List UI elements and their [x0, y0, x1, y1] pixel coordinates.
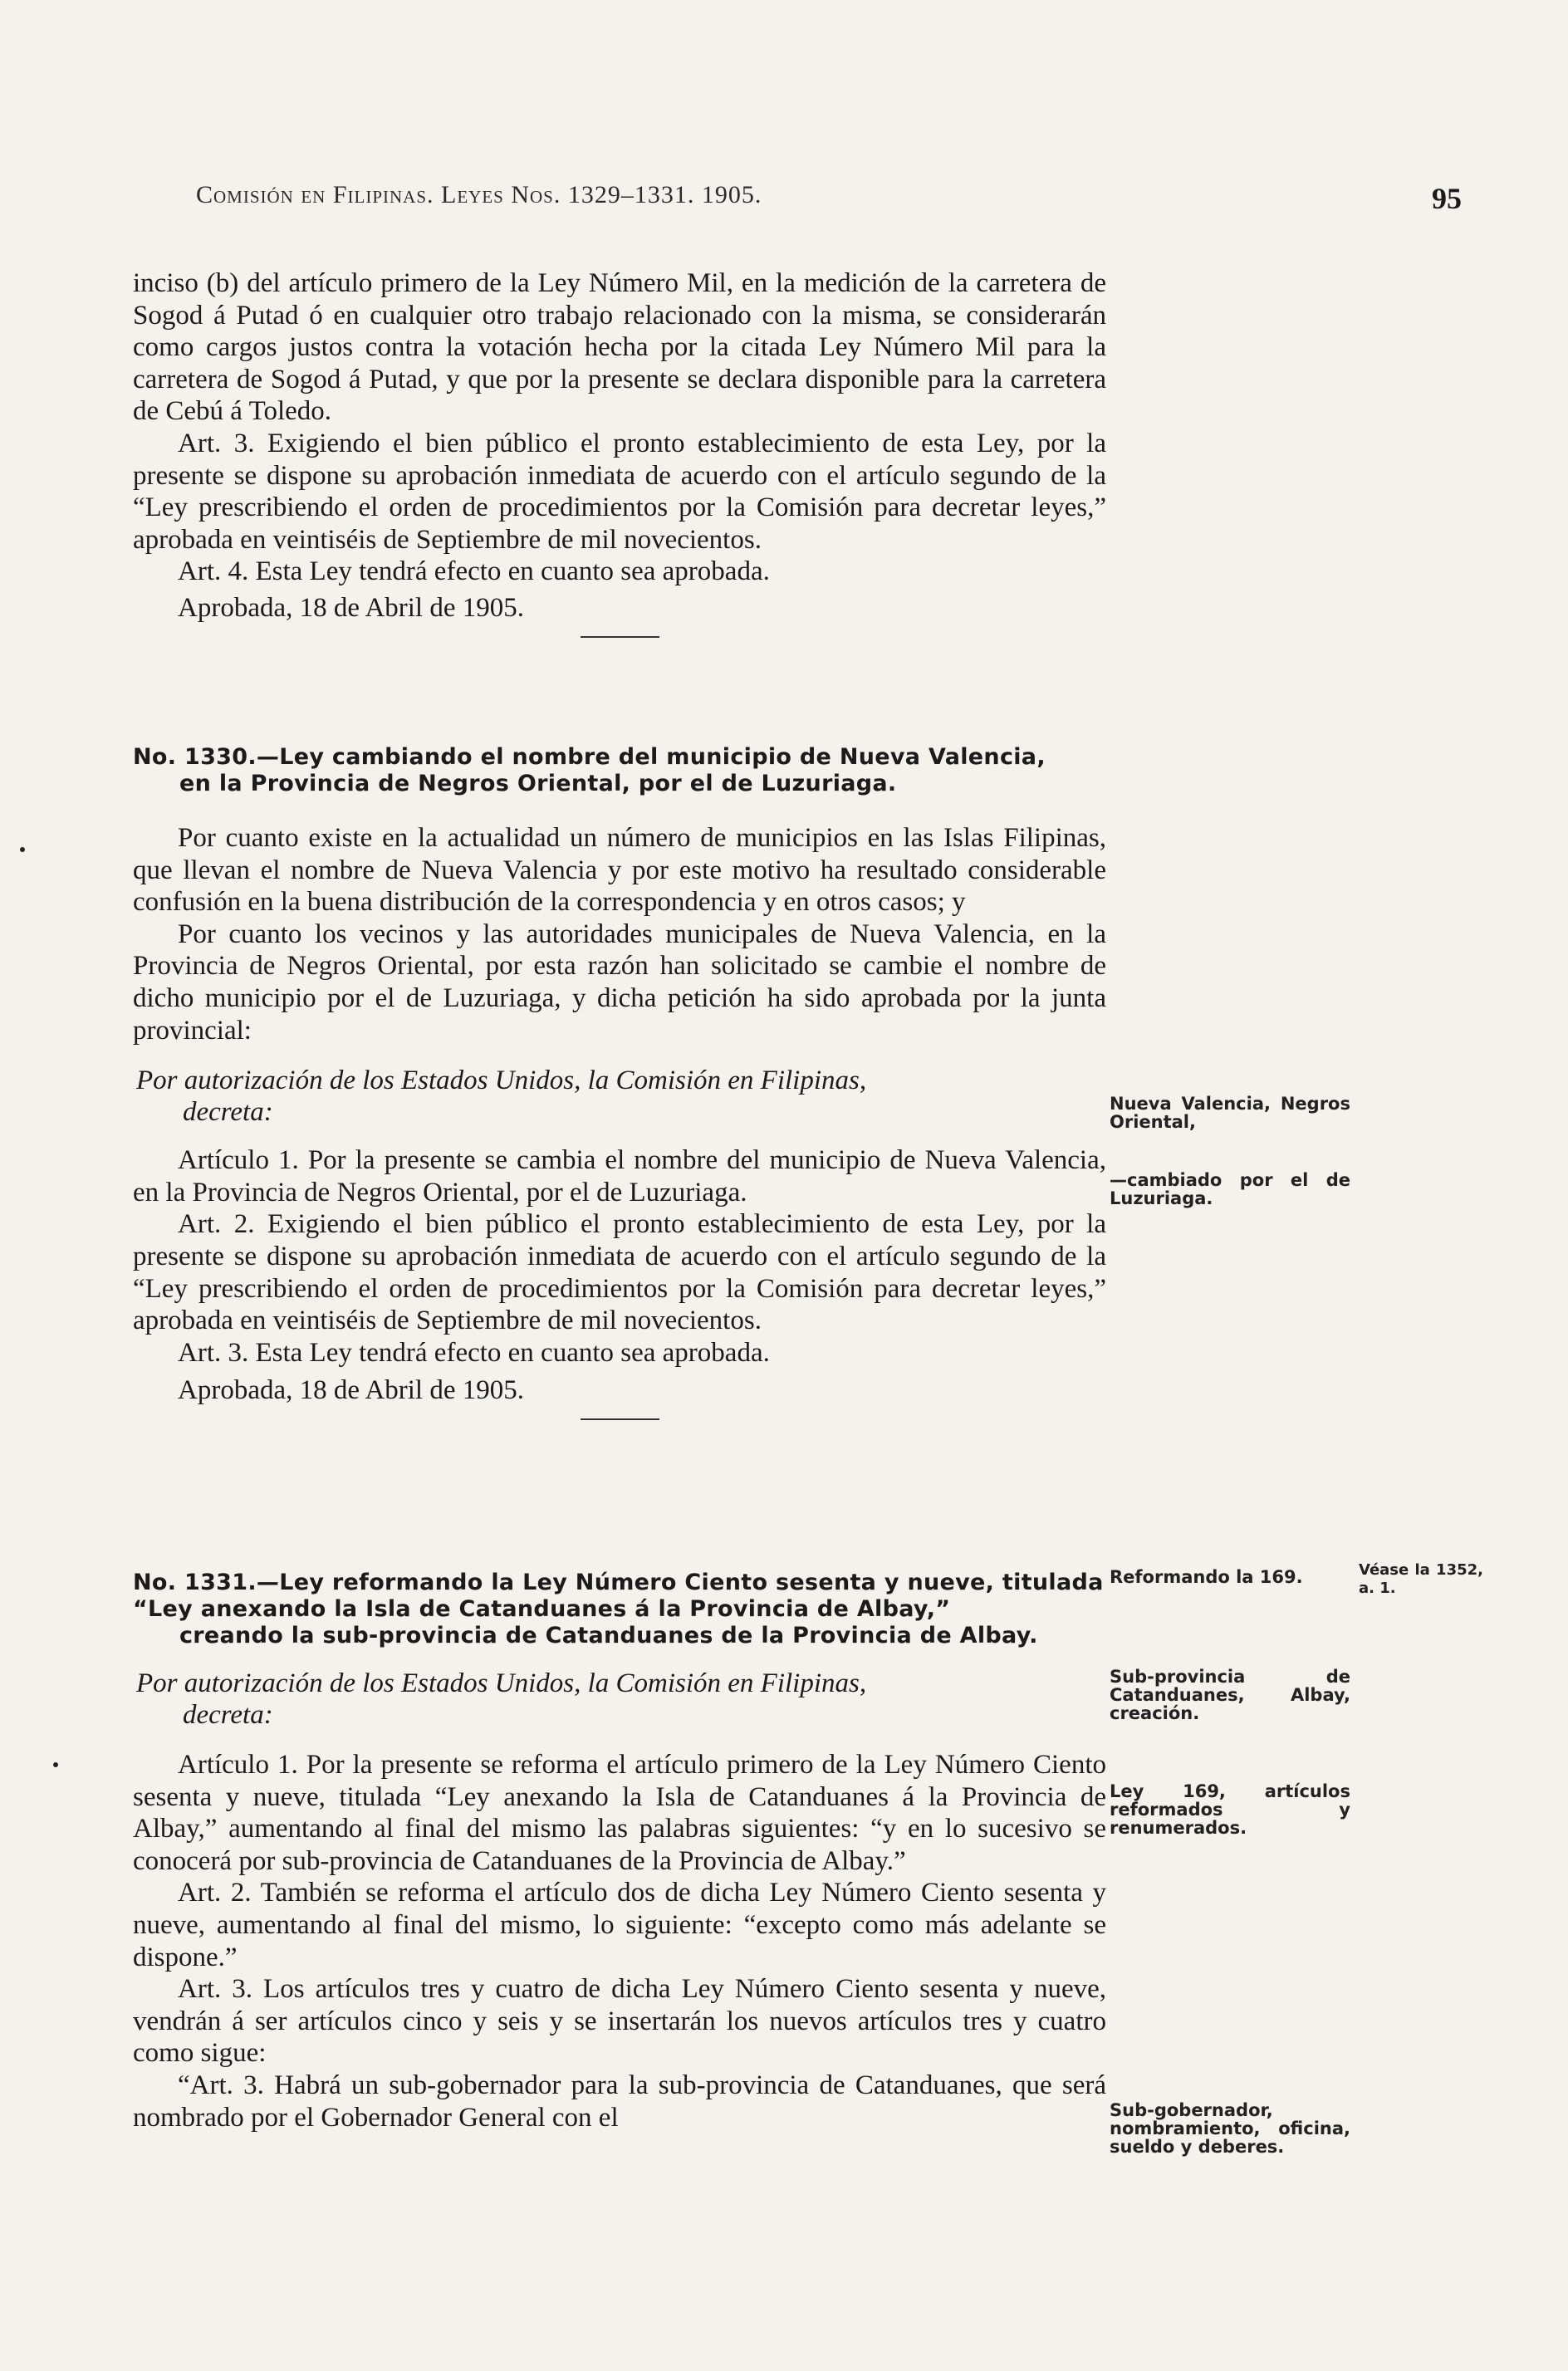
law-1330-article-1: Artículo 1. Por la presente se cambia el nombre del municipio de Nueva Valencia, en la Provincia de Negros Oriental, por el de Luzuriaga.	[133, 1145, 1106, 1208]
print-speck	[53, 1762, 58, 1767]
law-1331-article-3-quote: “Art. 3. Habrá un sub-gobernador para la sub-provincia de Catanduanes, que será nombrado por el Gobernador General con el	[133, 2070, 1106, 2133]
page-header	[196, 181, 1462, 223]
approval-date: Aprobada, 18 de Abril de 1905.	[178, 592, 524, 623]
law-1330-title-line1: No. 1330.—Ley cambiando el nombre del municipio de Nueva Valencia,	[133, 744, 1046, 770]
law-1330-whereas-1: Por cuanto existe en la actualidad un número de municipios en las Islas Filipinas, que llevan el nombre de Nueva Valencia y por este motivo ha resultado considerable confusión en la buena distribución de la correspondencia y en otros casos; y	[133, 823, 1106, 918]
page-number: 95	[1432, 182, 1462, 215]
law-1330-decree-line1: Por autorización de los Estados Unidos, la Comisión en Filipinas,	[136, 1065, 867, 1096]
law-1331-title-line2: creando la sub-provincia de Catanduanes de la Provincia de Albay.	[179, 1623, 1038, 1648]
section-divider	[581, 1418, 659, 1420]
paragraph-art-3: Art. 3. Exigiendo el bien público el pronto establecimiento de esta Ley, por la presente se dispone su aprobación inmediata de acuerdo con el artículo segundo de la “Ley prescribiendo el orden de procedimientos por la Comisión para decretar leyes,” aprobada en veintiséis de Septiembre de mil novecientos.	[133, 428, 1106, 555]
margin-note-sub-provincia: Sub-provincia de Catanduanes, Albay, creación.	[1110, 1667, 1350, 1723]
law-1331-decree-line1: Por autorización de los Estados Unidos, la Comisión en Filipinas,	[136, 1668, 867, 1698]
law-1330-decree-line2: decreta:	[183, 1097, 273, 1128]
section-divider	[581, 636, 659, 638]
law-1330-article-2: Art. 2. Exigiendo el bien público el pronto establecimiento de esta Ley, por la presente se dispone su aprobación inmediata de acuerdo con el artículo segundo de la “Ley prescribiendo el orden de procedimientos por la Comisión para decretar leyes,” aprobada en veintiséis de Septiembre de mil novecientos.	[133, 1209, 1106, 1336]
law-1330-decree	[133, 1065, 1106, 1128]
margin-note-reformando: Reformando la 169.	[1110, 1567, 1303, 1587]
running-head: Comisión en Filipinas. Leyes Nos. 1329–1331. 1905.	[196, 181, 762, 208]
law-1331-title-line1: No. 1331.—Ley reformando la Ley Número Ciento sesenta y nueve, titulada “Ley anexando la Isla de Catanduanes á la Provincia de Albay,”	[133, 1570, 1104, 1622]
law-1330-approval-date: Aprobada, 18 de Abril de 1905.	[178, 1375, 524, 1406]
law-1331-article-1: Artículo 1. Por la presente se reforma el artículo primero de la Ley Número Ciento sesenta y nueve, titulada “Ley anexando la Isla de Catanduanes á la Provincia de Albay,” aumentando al final del mismo las palabras siguientes: “y en lo sucesivo se conocerá por sub-provincia de Catanduanes de la Provincia de Albay.”	[133, 1750, 1106, 1876]
law-1330	[133, 744, 1106, 1420]
law-1330-title	[133, 744, 1106, 797]
law-1331-decree	[133, 1668, 1106, 1731]
paragraph-art-4: Art. 4. Esta Ley tendrá efecto en cuanto sea aprobada.	[178, 556, 770, 587]
margin-note-ley-169: Ley 169, artículos reformados y renumerados.	[1110, 1781, 1350, 1838]
law-1330-whereas-2: Por cuanto los vecinos y las autoridades municipales de Nueva Valencia, en la Provincia de Negros Oriental, por esta razón han solicitado se cambie el nombre de dicho municipio por el de Luzuriaga, y dicha petición ha sido aprobada por la junta provincial:	[133, 919, 1106, 1046]
margin-note-vease: Véase la 1352, a. 1.	[1359, 1561, 1483, 1597]
law-1331-article-2: Art. 2. También se reforma el artículo dos de dicha Ley Número Ciento sesenta y nueve, aumentando al final del mismo, lo siguiente: “excepto como más adelante se dispone.”	[133, 1878, 1106, 1972]
paragraph-inciso: inciso (b) del artículo primero de la Ley Número Mil, en la medición de la carretera de Sogod á Putad ó en cualquier otro trabajo relacionado con la misma, se considerarán como cargos justos contra la votación hecha por la citada Ley Número Mil para la carretera de Sogod á Putad, y que por la presente se declara disponible para la carretera de Cebú á Toledo.	[133, 268, 1106, 427]
margin-note-nueva-valencia: Nueva Valencia, Negros Oriental,	[1110, 1094, 1350, 1132]
law-1331	[133, 1570, 1106, 2133]
law-1330-article-3: Art. 3. Esta Ley tendrá efecto en cuanto sea aprobada.	[178, 1337, 770, 1368]
law-1329-continuation	[133, 267, 1106, 638]
law-1331-article-3: Art. 3. Los artículos tres y cuatro de dicha Ley Número Ciento sesenta y nueve, vendrán á ser artículos cinco y seis y se insertarán los nuevos artículos tres y cuatro como sigue:	[133, 1974, 1106, 2069]
law-1331-title	[133, 1570, 1106, 1649]
margin-note-luzuriaga: —cambiado por el de Luzuriaga.	[1110, 1170, 1350, 1208]
law-1330-title-line2: en la Provincia de Negros Oriental, por el de Luzuriaga.	[179, 771, 897, 796]
print-speck	[20, 847, 25, 852]
law-1331-decree-line2: decreta:	[183, 1700, 273, 1730]
margin-note-sub-gobernador: Sub-gobernador, nombramiento, oficina, sueldo y deberes.	[1110, 2100, 1350, 2157]
